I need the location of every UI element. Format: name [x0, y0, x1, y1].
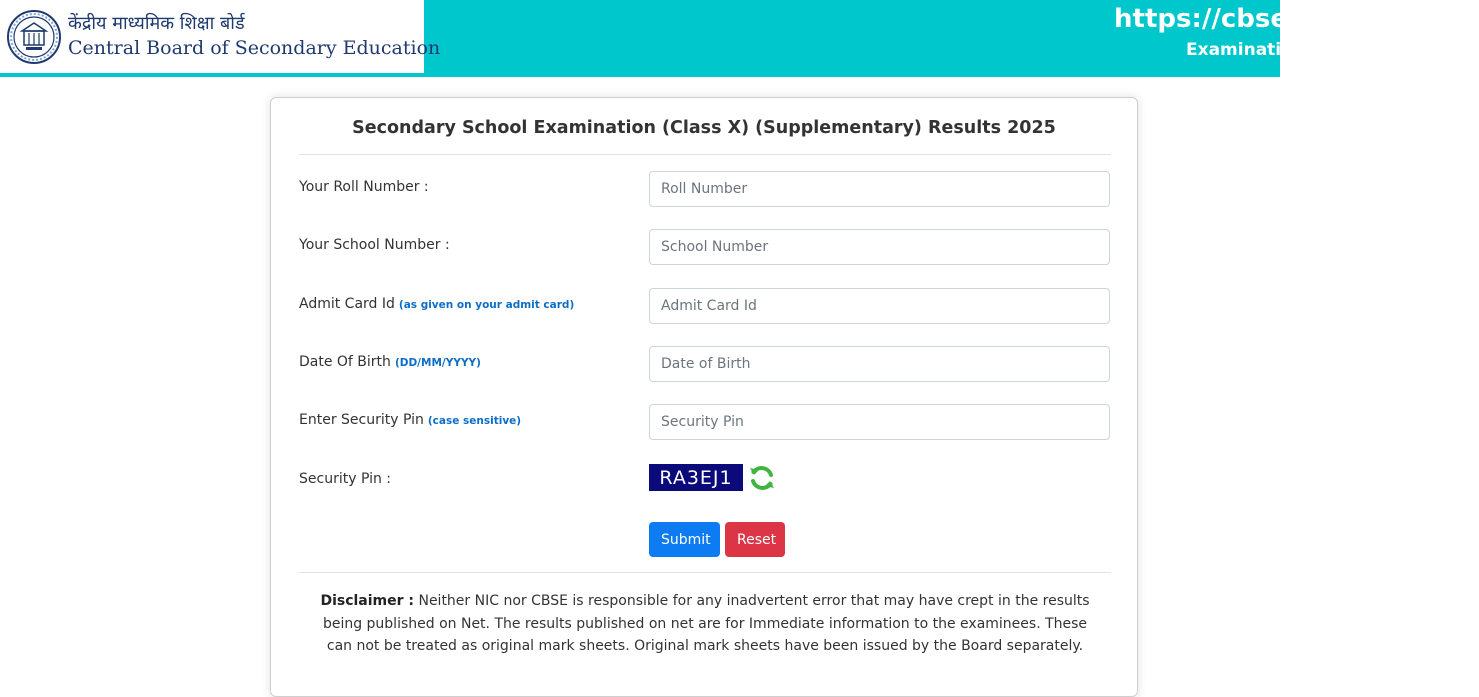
dob-label: Date Of Birth (DD/MM/YYYY): [299, 354, 481, 370]
result-form-card: [270, 97, 1138, 697]
dob-input[interactable]: [649, 346, 1110, 382]
security-pin-hint: (case sensitive): [427, 415, 522, 427]
cbse-emblem-icon: [6, 9, 62, 65]
security-pin-label: Security Pin :: [299, 471, 392, 487]
admit-card-hint: (as given on your admit card): [398, 299, 575, 311]
security-pin-entry-row: [299, 404, 1111, 440]
roll-number-label: Your Roll Number :: [299, 179, 429, 195]
roll-number-input[interactable]: [649, 171, 1110, 207]
school-number-row: [299, 229, 1111, 265]
dob-row: [299, 346, 1111, 382]
divider: [299, 154, 1111, 155]
roll-number-row: [299, 171, 1111, 207]
admit-card-row: [299, 288, 1111, 324]
admit-card-input[interactable]: [649, 288, 1110, 324]
header-subtitle: Examination Results 2025: [1186, 40, 1435, 60]
reset-button[interactable]: Reset: [725, 522, 785, 557]
form-title: Secondary School Examination (Class X) (Supplementary) Results 2025: [352, 118, 1056, 138]
security-pin-input[interactable]: [649, 404, 1110, 440]
org-name-hindi: केंद्रीय माध्यमिक शिक्षा बोर्ड: [68, 13, 245, 35]
security-pin-entry-label: Enter Security Pin (case sensitive): [299, 412, 522, 428]
captcha-image: RA3EJ1: [649, 464, 743, 491]
cbse-logo[interactable]: [0, 0, 441, 73]
submit-button[interactable]: Submit: [649, 522, 720, 557]
site-url: https://cbseresults.nic.in: [1114, 4, 1479, 34]
divider: [299, 572, 1111, 573]
admit-card-label: Admit Card Id (as given on your admit card): [299, 296, 575, 312]
disclaimer-heading: Disclaimer :: [320, 593, 415, 609]
header-right: [1112, 4, 1479, 60]
disclaimer-text: Neither NIC nor CBSE is responsible for any inadvertent error that may have crept in the results being published on Net. The results published on net are for Immediate information to the examinees. These can not be treated as original mark sheets. Original mark sheets have been issued by the Board separately.: [322, 593, 1090, 654]
org-name-english: Central Board of Secondary Education: [68, 36, 441, 59]
school-number-label: Your School Number :: [299, 237, 450, 253]
disclaimer: [311, 590, 1099, 658]
dob-hint: (DD/MM/YYYY): [394, 357, 481, 369]
refresh-icon[interactable]: [747, 463, 777, 493]
school-number-input[interactable]: [649, 229, 1110, 265]
site-header: [0, 0, 1479, 77]
